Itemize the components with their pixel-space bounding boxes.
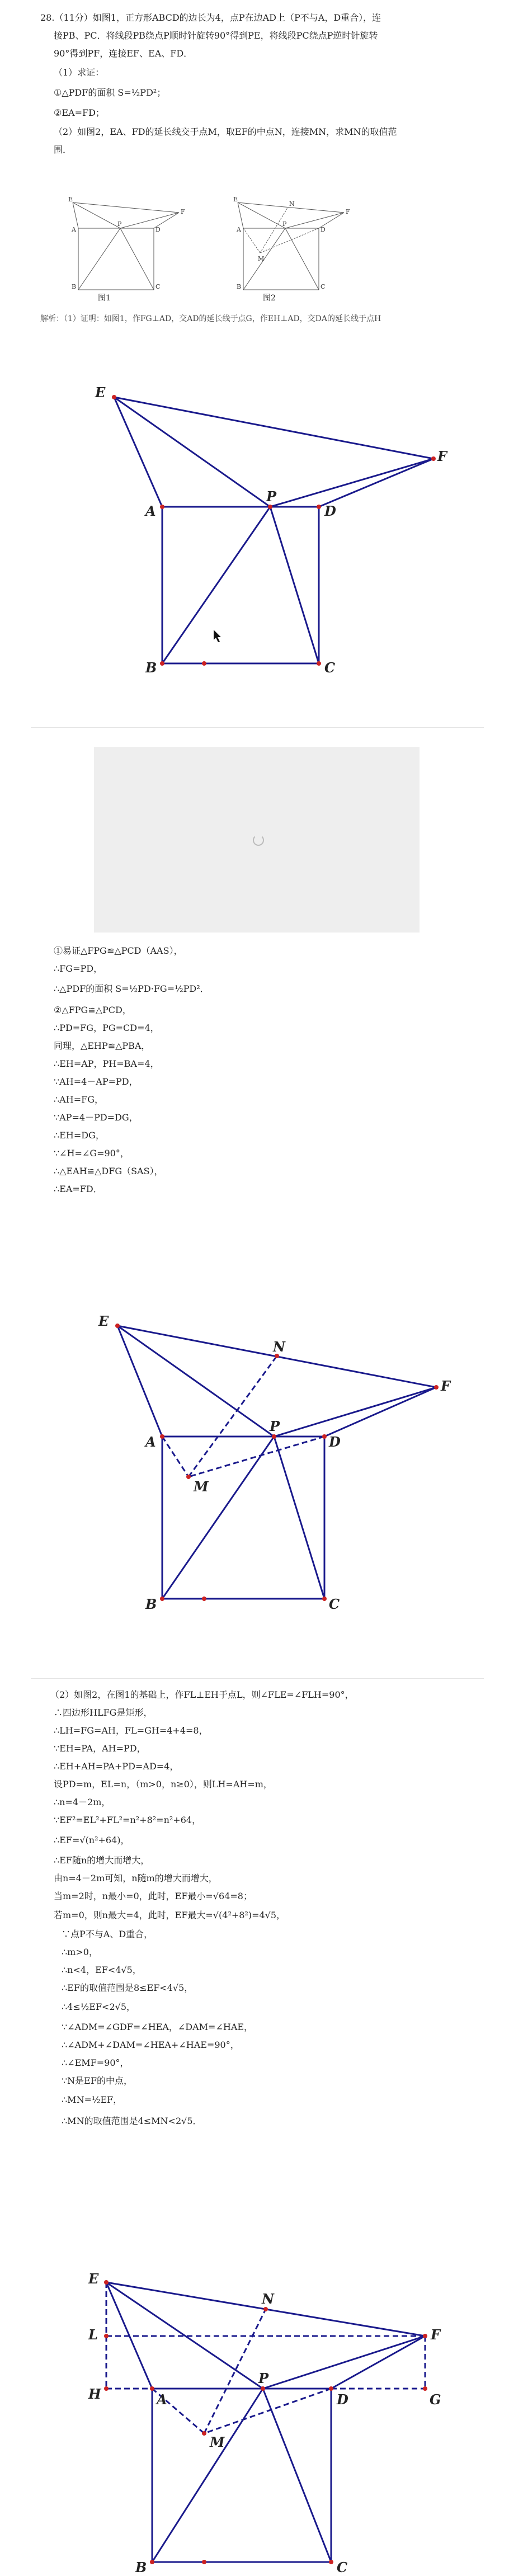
fig1-label-F: F <box>181 208 185 215</box>
fig1-label-E: E <box>68 196 73 203</box>
part2-line: ∵点P不与A、D重合， <box>62 1929 153 1939</box>
fig-large3-label-E: E <box>88 2271 99 2287</box>
fig-large3-label-B: B <box>135 2559 147 2575</box>
problem-line-2: 接PB、PC．将线段PB绕点P顺时针旋转90°得到PE，将线段PC绕点P逆时针旋转 <box>54 30 378 41</box>
figure-2-large <box>89 1309 459 1622</box>
loading-spinner-icon <box>253 835 264 846</box>
figure-3-large <box>84 2271 487 2573</box>
fig-large2-label-A: A <box>145 1434 156 1450</box>
problem-line-5: ①△PDF的面积 S=½PD²； <box>54 87 166 98</box>
fig-large1-label-F: F <box>437 448 447 464</box>
part2-line: ∵EH=PA，AH=PD， <box>54 1743 146 1754</box>
part2-line: ∵EF²=EL²+FL²=n²+8²=n²+64， <box>54 1815 201 1825</box>
part1-line: ∴△EAH≌△DFG（SAS）， <box>54 1166 163 1176</box>
fig-large3-label-F: F <box>431 2327 441 2343</box>
fig-large3-label-C: C <box>337 2559 348 2575</box>
problem-line-8: 围． <box>54 144 72 155</box>
problem-figure-2 <box>227 190 355 290</box>
part1-line: ∵∠H=∠G=90°， <box>54 1148 129 1159</box>
part1-line: ∴EH=AP，PH=BA=4， <box>54 1058 159 1069</box>
divider <box>31 1678 484 1679</box>
fig-large2-label-N: N <box>273 1339 285 1355</box>
fig1-label-D: D <box>155 226 161 233</box>
fig-large3-label-N: N <box>262 2291 274 2307</box>
fig-large3-label-A: A <box>157 2391 167 2408</box>
part1-line: ∴△PDF的面积 S=½PD·FG=½PD²． <box>54 983 209 994</box>
part2-line: ∴EH+AH=PA+PD=AD=4， <box>54 1761 179 1772</box>
part1-line: ∴EH=DG， <box>54 1130 105 1141</box>
part2-line: ∴n=4－2m， <box>54 1797 111 1807</box>
fig1-label-A: A <box>72 226 76 233</box>
part2-line: ∴MN的取值范围是4≤MN<2√5． <box>62 2116 202 2126</box>
fig2-label-C: C <box>321 283 326 290</box>
fig-large1-label-E: E <box>95 384 106 401</box>
problem-figure-1 <box>62 190 190 290</box>
fig1-label-P: P <box>117 220 122 228</box>
problem-line-7: （2）如图2，EA、FD的延长线交于点M，取EF的中点N，连接MN，求MN的取值范 <box>54 126 397 137</box>
part1-line: ∵AH=4－AP=PD， <box>54 1076 138 1087</box>
fig2-label-A: A <box>237 226 241 233</box>
analysis-line: 解析：（1）证明：如图1，作FG⊥AD，交AD的延长线于点G，作EH⊥AD，交DA的延长线于点H <box>40 314 381 323</box>
part2-line: ∵N是EF的中点， <box>62 2075 133 2086</box>
fig2-label-M: M <box>258 255 265 262</box>
part1-line: ∴AH=FG， <box>54 1094 103 1105</box>
part1-line: ∴FG=PD， <box>54 963 103 974</box>
fig-large3-label-H: H <box>88 2386 101 2402</box>
fig-large2-label-D: D <box>329 1434 341 1450</box>
part2-line: 由n=4－2m可知，n随m的增大而增大， <box>54 1873 218 1883</box>
part2-line: ∴4≤½EF<2√5， <box>62 2002 136 2012</box>
fig-large3-label-P: P <box>258 2370 269 2386</box>
fig-large1-label-C: C <box>324 660 336 676</box>
part2-line: ∴EF=√(n²+64)， <box>54 1835 130 1845</box>
divider <box>31 727 484 728</box>
part2-line: 当m=2时，n最小=0，此时，EF最小=√64=8； <box>54 1891 252 1901</box>
part1-line: 同理，△EHP≌△PBA， <box>54 1040 150 1051</box>
fig1-label-B: B <box>72 283 77 290</box>
part2-line: ∴LH=FG=AH，FL=GH=4+4=8， <box>54 1725 208 1736</box>
part2-line: ∴EF随n的增大而增大， <box>54 1855 150 1866</box>
cursor-icon <box>214 630 221 642</box>
part1-line: ∴EA=FD． <box>54 1184 102 1194</box>
part1-line: ②△FPG≌△PCD， <box>54 1005 131 1015</box>
part2-line: ∴四边形HLFG是矩形， <box>54 1707 153 1718</box>
part1-line: ∵AP=4－PD=DG， <box>54 1112 138 1123</box>
part2-line: ∴MN=½EF， <box>62 2094 122 2105</box>
fig-large3-label-D: D <box>337 2391 348 2408</box>
part2-line: 设PD=m，EL=n，（m>0，n≥0），则LH=AH=m， <box>54 1779 272 1789</box>
part2-line: ∴∠EMF=90°， <box>62 2057 129 2068</box>
fig-large2-label-F: F <box>441 1378 451 1394</box>
fig-large2-label-C: C <box>329 1596 340 1612</box>
figure-1-large <box>84 386 453 694</box>
fig-large3-label-M: M <box>210 2434 225 2450</box>
part2-line: ∵∠ADM=∠GDF=∠HEA，∠DAM=∠HAE， <box>62 2022 253 2032</box>
fig-large1-label-P: P <box>266 488 277 505</box>
fig2-label-N: N <box>289 200 295 208</box>
part2-line: （2）如图2，在图1的基础上，作FL⊥EH于点L，则∠FLE=∠FLH=90°， <box>50 1689 354 1700</box>
fig-large3-label-L: L <box>88 2327 98 2343</box>
part2-line: ∴n<4，EF<4√5， <box>62 1965 142 1975</box>
fig-large1-label-B: B <box>145 660 157 676</box>
fig2-caption: 图2 <box>263 294 276 303</box>
part1-line: ①易证△FPG≌△PCD（AAS）， <box>54 945 183 956</box>
fig-large2-label-B: B <box>145 1596 157 1612</box>
problem-line-1: 28.（11分）如图1，正方形ABCD的边长为4，点P在边AD上（P不与A，D重合），连 <box>40 12 381 23</box>
fig2-label-P: P <box>282 220 287 228</box>
part2-line: ∴EF的取值范围是8≤EF<4√5， <box>62 1982 194 1993</box>
problem-line-4: （1）求证： <box>54 67 105 78</box>
problem-line-3: 90°得到PF，连接EF、EA、FD． <box>54 48 193 59</box>
fig1-label-C: C <box>155 283 161 290</box>
fig-large1-label-A: A <box>145 503 156 519</box>
fig2-label-D: D <box>321 226 326 233</box>
fig-large1-label-D: D <box>324 503 336 519</box>
fig-large3-label-G: G <box>430 2391 441 2408</box>
part2-line: ∴∠ADM+∠DAM=∠HEA+∠HAE=90°， <box>62 2040 239 2050</box>
fig2-label-E: E <box>233 196 238 203</box>
fig-large2-label-E: E <box>98 1313 109 1329</box>
part1-line: ∴PD=FG，PG=CD=4， <box>54 1023 159 1033</box>
part2-line: ∴m>0， <box>62 1947 98 1957</box>
fig-large2-label-P: P <box>270 1418 280 1434</box>
problem-line-6: ②EA=FD； <box>54 107 105 118</box>
part2-line: 若m=0，则n最大=4，此时，EF最大=√(4²+8²)=4√5， <box>54 1910 286 1920</box>
fig-large2-label-M: M <box>194 1478 209 1495</box>
fig1-caption: 图1 <box>98 294 111 303</box>
fig2-label-F: F <box>346 208 350 215</box>
fig2-label-B: B <box>237 283 242 290</box>
